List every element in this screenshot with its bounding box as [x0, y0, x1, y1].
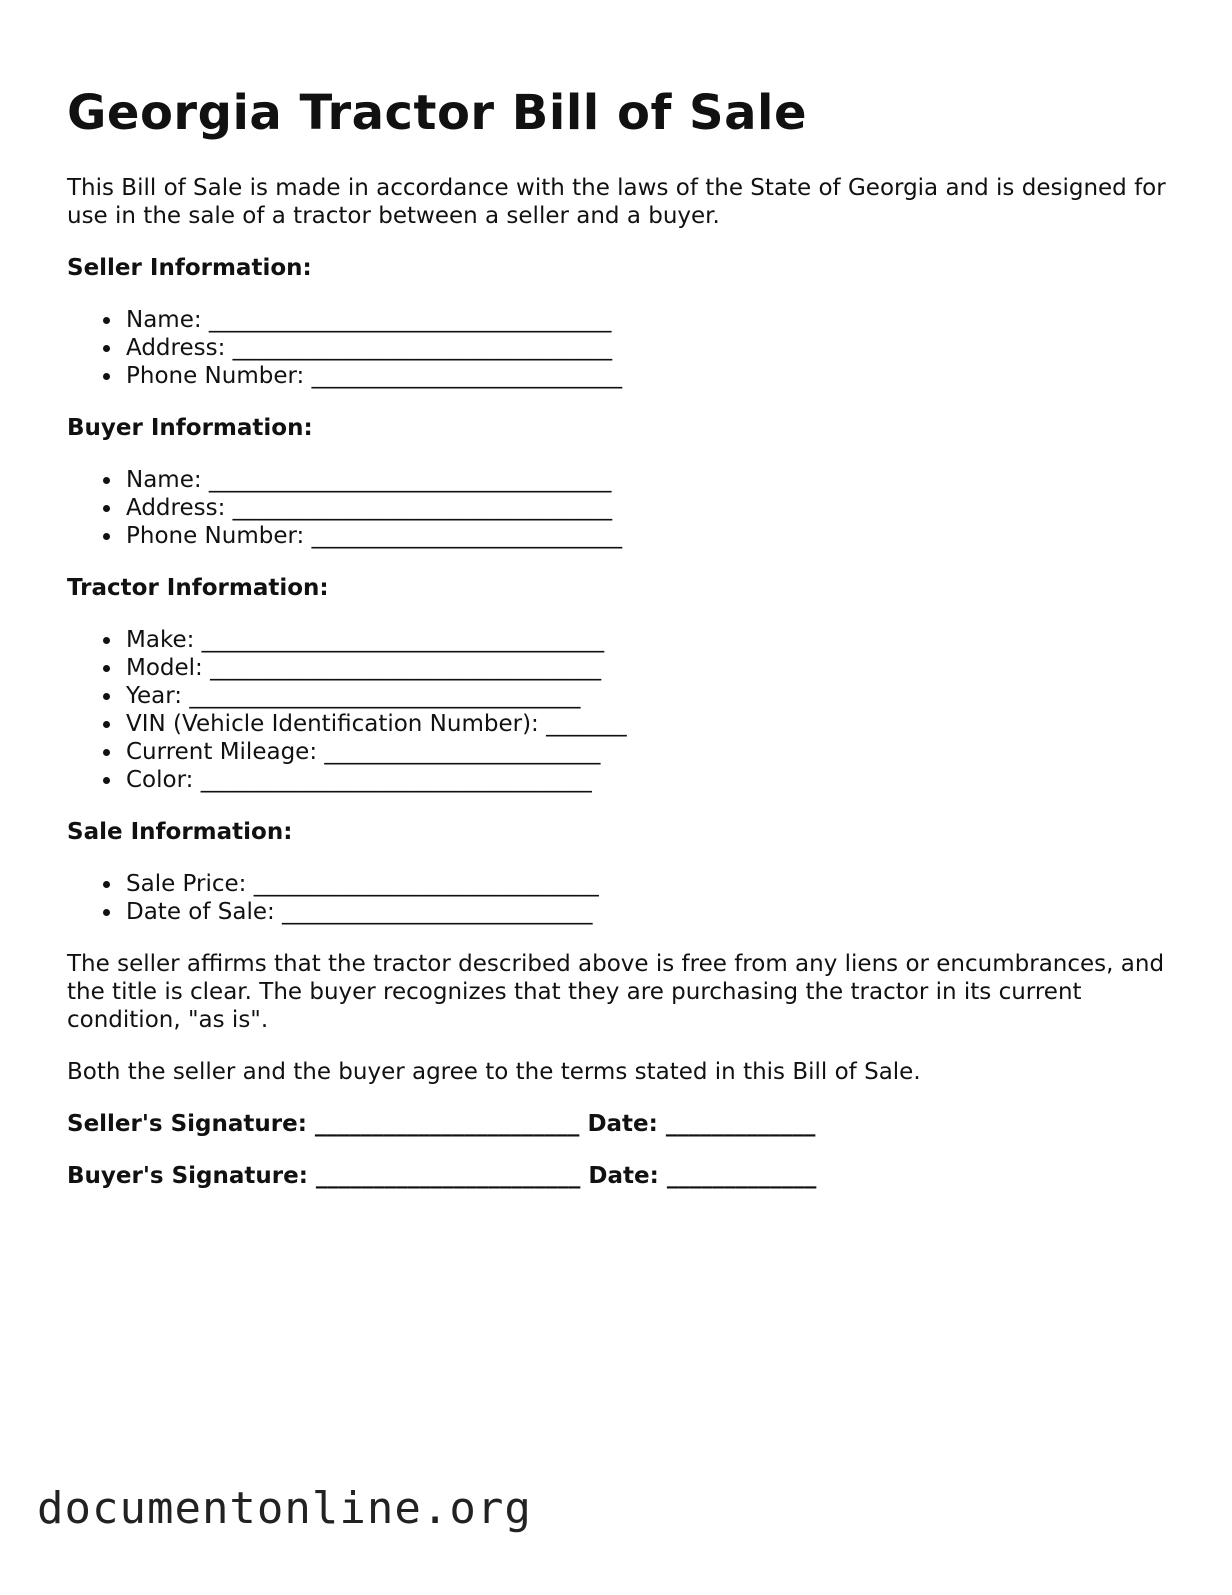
intro-paragraph: This Bill of Sale is made in accordance with the laws of the State of Georgia and is designed for use in the sale of a tractor between a seller and a buyer. [67, 175, 1166, 229]
document-title: Georgia Tractor Bill of Sale [67, 85, 807, 141]
sale-list [67, 870, 1167, 926]
affirmation-paragraph: The seller affirms that the tractor described above is free from any liens or encumbrances, and the title is clear. The buyer recognizes that they are purchasing the tractor in its current condition, "as is". [67, 951, 1165, 1033]
tractor-vin-field: VIN (Vehicle Identification Number): _______ [126, 710, 1167, 738]
buyer-list [67, 466, 1167, 550]
seller-name-field: Name: ___________________________________ [126, 306, 1167, 334]
sale-price-field: Sale Price: ______________________________ [126, 870, 1167, 898]
tractor-mileage-field: Current Mileage: ________________________ [126, 738, 1167, 766]
buyer-heading: Buyer Information: [67, 415, 313, 441]
seller-list [67, 306, 1167, 390]
buyer-name-field: Name: ___________________________________ [126, 466, 1167, 494]
sale-heading: Sale Information: [67, 819, 293, 845]
seller-phone-field: Phone Number: ___________________________ [126, 362, 1167, 390]
sale-date-field: Date of Sale: ___________________________ [126, 898, 1167, 926]
tractor-list [67, 626, 1167, 794]
seller-address-field: Address: _________________________________ [126, 334, 1167, 362]
tractor-year-field: Year: __________________________________ [126, 682, 1167, 710]
tractor-make-field: Make: ___________________________________ [126, 626, 1167, 654]
watermark: documentonline.org [37, 1483, 532, 1534]
buyer-signature-line: Buyer's Signature: _______________________ Date: _____________ [67, 1163, 817, 1189]
seller-heading: Seller Information: [67, 255, 312, 281]
buyer-phone-field: Phone Number: ___________________________ [126, 522, 1167, 550]
buyer-address-field: Address: _________________________________ [126, 494, 1167, 522]
agreement-paragraph: Both the seller and the buyer agree to the terms stated in this Bill of Sale. [67, 1059, 921, 1085]
tractor-model-field: Model: __________________________________ [126, 654, 1167, 682]
tractor-color-field: Color: __________________________________ [126, 766, 1167, 794]
seller-signature-line: Seller's Signature: _______________________ Date: _____________ [67, 1111, 816, 1137]
document-body [67, 82, 1167, 1214]
tractor-heading: Tractor Information: [67, 575, 329, 601]
